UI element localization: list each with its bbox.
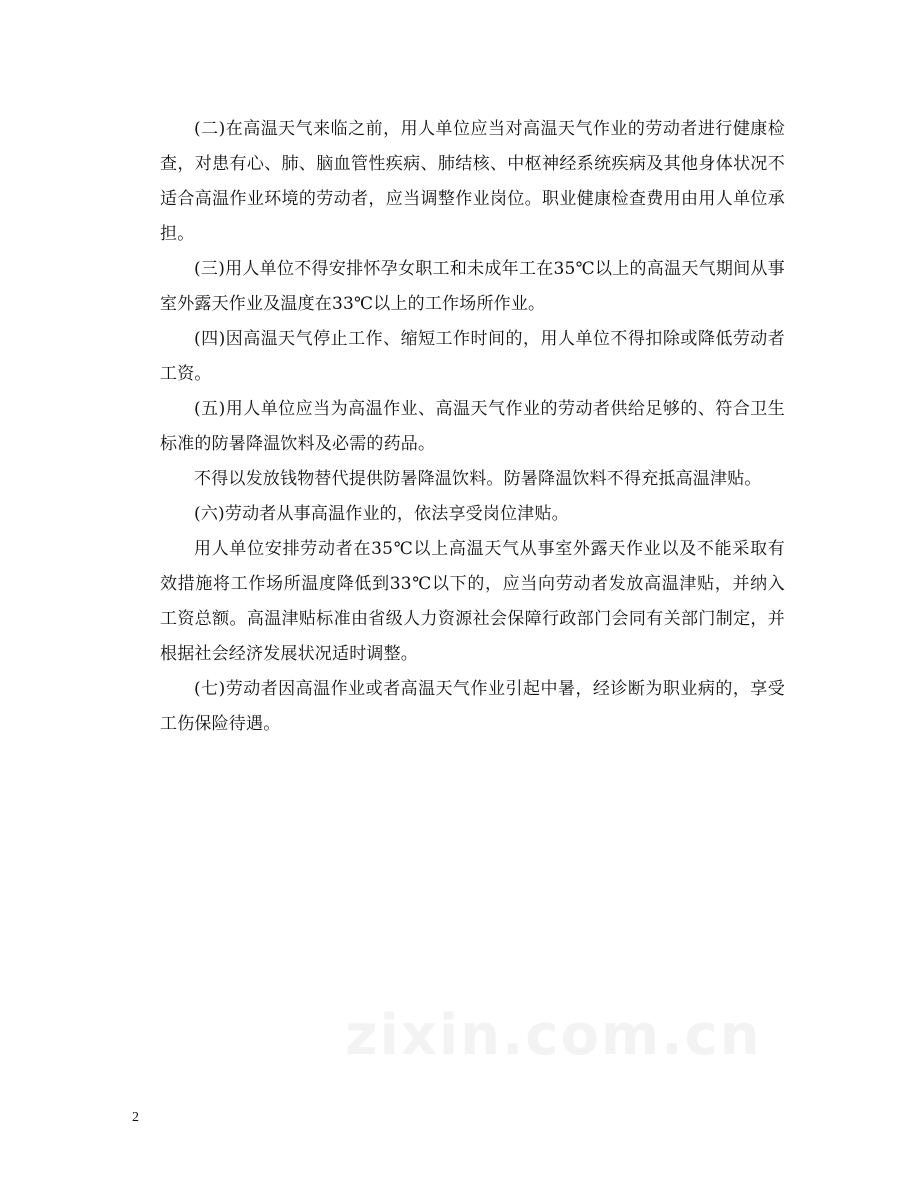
page-number: 2 (132, 1110, 139, 1125)
paragraph-allowance-rule: 用人单位安排劳动者在35℃以上高温天气从事室外露天作业以及不能采取有效措施将工作场所温度降低到33℃以下的，应当向劳动者发放高温津贴，并纳入工资总额。高温津贴标准由省级人力资源社会保障行政部门会同有关部门制定，并根据社会经济发展状况适时调整。 (160, 539, 785, 664)
paragraph-3: (三)用人单位不得安排怀孕女职工和未成年工在35℃以上的高温天气期间从事室外露天作业及温度在33℃以上的工作场所作业。 (160, 259, 785, 314)
paragraph-drink-rule: 不得以发放钱物替代提供防暑降温饮料。防暑降温饮料不得充抵高温津贴。 (194, 469, 762, 489)
paragraph-4: (四)因高温天气停止工作、缩短工作时间的，用人单位不得扣除或降低劳动者工资。 (160, 329, 785, 384)
paragraph-2: (二)在高温天气来临之前，用人单位应当对高温天气作业的劳动者进行健康检查，对患有心、肺、脑血管性疾病、肺结核、中枢神经系统疾病及其他身体状况不适合高温作业环境的劳动者，应当调整作业岗位。职业健康检查费用由用人单位承担。 (160, 119, 785, 244)
paragraph-5: (五)用人单位应当为高温作业、高温天气作业的劳动者供给足够的、符合卫生标准的防暑降温饮料及必需的药品。 (160, 399, 785, 454)
paragraph-7: (七)劳动者因高温作业或者高温天气作业引起中暑，经诊断为职业病的，享受工伤保险待遇。 (160, 679, 785, 734)
document-body (160, 112, 785, 742)
watermark: zixin.com.cn (345, 1003, 762, 1068)
paragraph-6: (六)劳动者从事高温作业的，依法享受岗位津贴。 (194, 504, 569, 524)
